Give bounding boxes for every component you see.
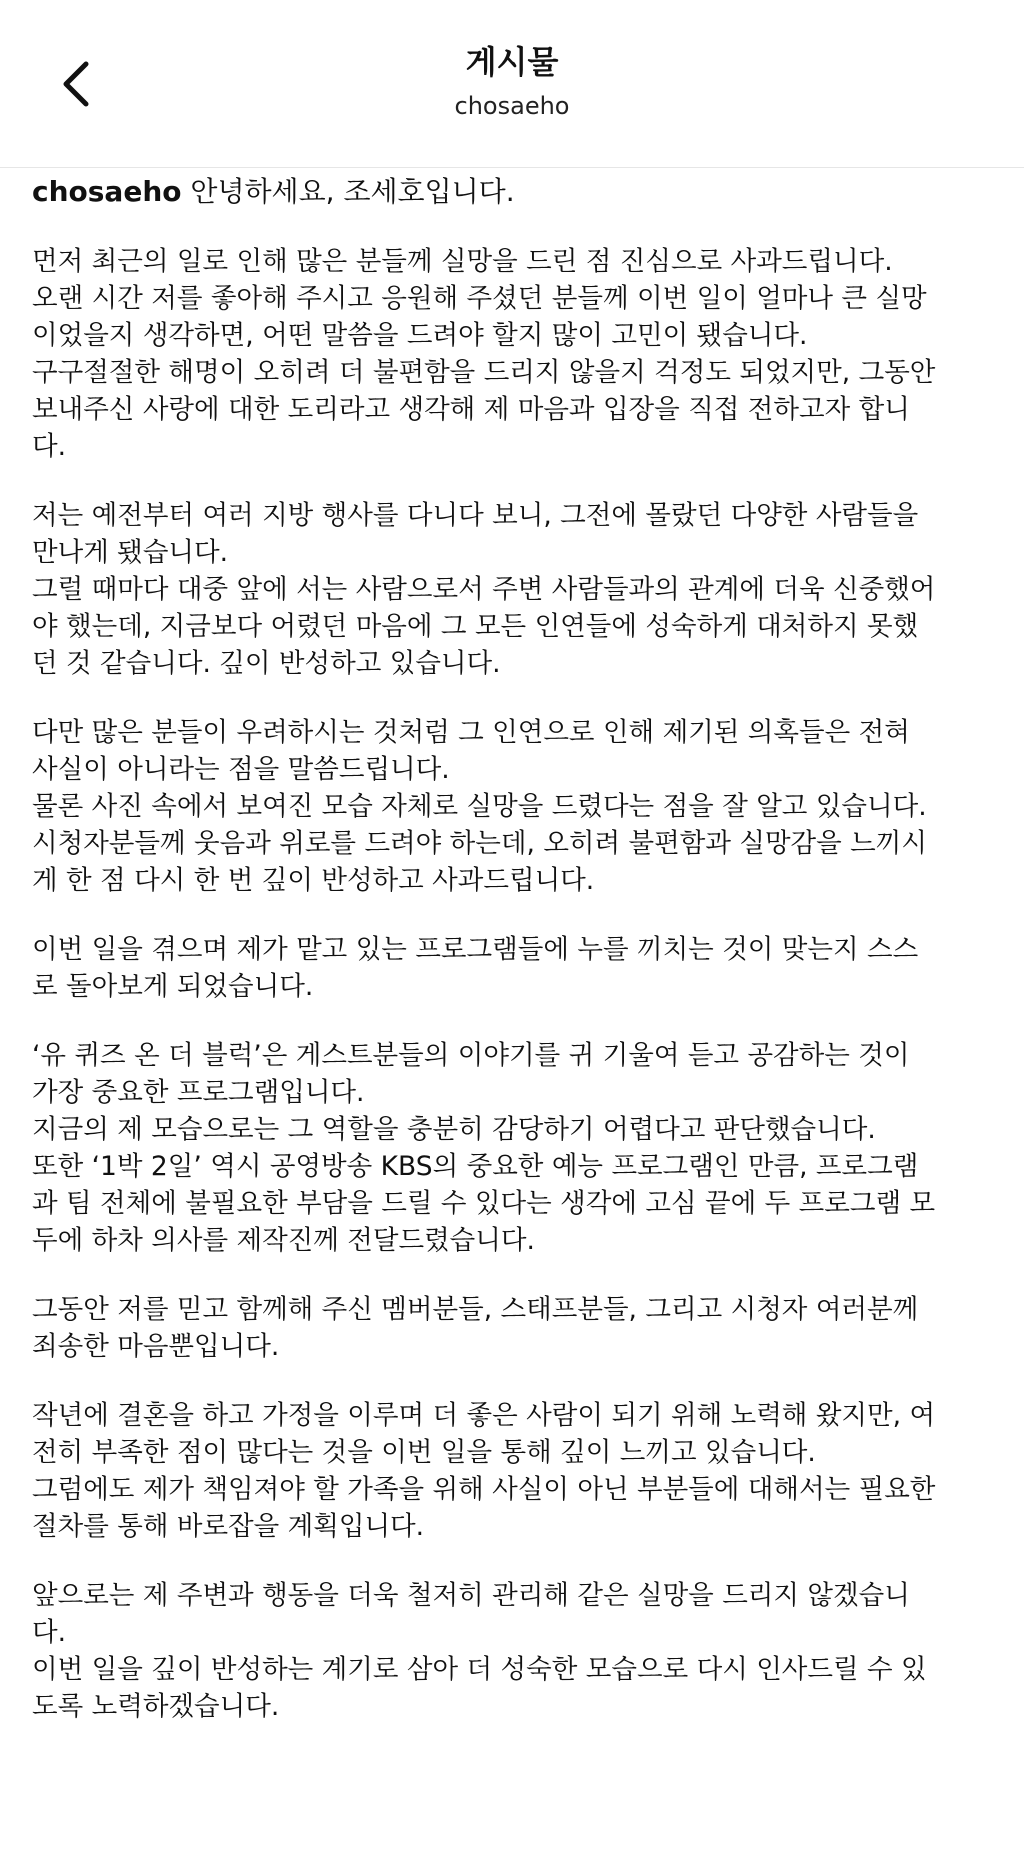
caption-paragraph	[32, 715, 1000, 898]
caption-paragraph	[32, 1398, 1000, 1544]
post-caption	[32, 174, 1000, 1758]
caption-line: 저는 예전부터 여러 지방 행사를 다니다 보니, 그전에 몰랐던 다양한 사람들을	[32, 500, 919, 531]
caption-line: 먼저 최근의 일로 인해 많은 분들께 실망을 드린 점 진심으로 사과드립니다.	[32, 246, 893, 277]
caption-line: 이었을지 생각하면, 어떤 말씀을 드려야 할지 많이 고민이 됐습니다.	[32, 320, 808, 351]
page-title: 게시물	[465, 43, 559, 81]
caption-intro	[32, 174, 1000, 210]
caption-paragraph	[32, 932, 1000, 1004]
caption-paragraph	[32, 1292, 1000, 1364]
page-subtitle-username: chosaeho	[454, 92, 570, 120]
caption-line: ‘유 퀴즈 온 더 블럭’은 게스트분들의 이야기를 귀 기울여 듣고 공감하는 것이	[32, 1040, 910, 1071]
caption-paragraph	[32, 244, 1000, 464]
caption-line: 로 돌아보게 되었습니다.	[32, 971, 314, 1002]
caption-paragraph	[32, 498, 1000, 681]
caption-line: 지금의 제 모습으로는 그 역할을 충분히 감당하기 어렵다고 판단했습니다.	[32, 1114, 876, 1145]
caption-line: 구구절절한 해명이 오히려 더 불편함을 드리지 않을지 걱정도 되었지만, 그동안	[32, 357, 936, 388]
caption-line: 그럴 때마다 대중 앞에 서는 사람으로서 주변 사람들과의 관계에 더욱 신중했어	[32, 574, 936, 605]
caption-line: 시청자분들께 웃음과 위로를 드려야 하는데, 오히려 불편함과 실망감을 느끼시	[32, 828, 927, 859]
caption-paragraph	[32, 1578, 1000, 1724]
caption-line: 야 했는데, 지금보다 어렸던 마음에 그 모든 인연들에 성숙하게 대처하지 못했	[32, 611, 919, 642]
caption-line: 다.	[32, 1617, 67, 1648]
caption-line: 과 팀 전체에 불필요한 부담을 드릴 수 있다는 생각에 고심 끝에 두 프로그램 모	[32, 1188, 936, 1219]
caption-line: 죄송한 마음뿐입니다.	[32, 1331, 280, 1362]
caption-line: 물론 사진 속에서 보여진 모습 자체로 실망을 드렸다는 점을 잘 알고 있습니다.	[32, 791, 927, 822]
caption-line: 도록 노력하겠습니다.	[32, 1691, 280, 1722]
caption-line: 이번 일을 깊이 반성하는 계기로 삼아 더 성숙한 모습으로 다시 인사드릴 수 있	[32, 1654, 927, 1685]
caption-line: 전히 부족한 점이 많다는 것을 이번 일을 통해 깊이 느끼고 있습니다.	[32, 1437, 816, 1468]
caption-line: 가장 중요한 프로그램입니다.	[32, 1077, 365, 1108]
caption-line: 만나게 됐습니다.	[32, 537, 229, 568]
caption-line: 앞으로는 제 주변과 행동을 더욱 철저히 관리해 같은 실망을 드리지 않겠습니	[32, 1580, 910, 1611]
caption-username[interactable]: chosaeho	[32, 175, 182, 208]
caption-line: 작년에 결혼을 하고 가정을 이루며 더 좋은 사람이 되기 위해 노력해 왔지만, 여	[32, 1400, 936, 1431]
caption-line: 두에 하차 의사를 제작진께 전달드렸습니다.	[32, 1225, 535, 1256]
caption-line: 절차를 통해 바로잡을 계획입니다.	[32, 1511, 425, 1542]
caption-line: 이번 일을 겪으며 제가 맡고 있는 프로그램들에 누를 끼치는 것이 맞는지 스스	[32, 934, 919, 965]
caption-line: 또한 ‘1박 2일’ 역시 공영방송 KBS의 중요한 예능 프로그램인 만큼, 프로그램	[32, 1151, 919, 1182]
caption-line: 게 한 점 다시 한 번 깊이 반성하고 사과드립니다.	[32, 865, 595, 896]
caption-line: 오랜 시간 저를 좋아해 주시고 응원해 주셨던 분들께 이번 일이 얼마나 큰 실망	[32, 283, 927, 314]
caption-line: 다.	[32, 431, 67, 462]
caption-line: 다만 많은 분들이 우려하시는 것처럼 그 인연으로 인해 제기된 의혹들은 전혀	[32, 717, 910, 748]
caption-line: 보내주신 사랑에 대한 도리라고 생각해 제 마음과 입장을 직접 전하고자 합니	[32, 394, 910, 425]
top-bar	[0, 0, 1024, 168]
caption-body	[32, 244, 1000, 1724]
caption-line: 그럼에도 제가 책임져야 할 가족을 위해 사실이 아닌 부분들에 대해서는 필요한	[32, 1474, 936, 1505]
caption-paragraph	[32, 1038, 1000, 1258]
caption-greeting: 안녕하세요, 조세호입니다.	[181, 175, 515, 208]
caption-line: 던 것 같습니다. 깊이 반성하고 있습니다.	[32, 648, 501, 679]
caption-line: 그동안 저를 믿고 함께해 주신 멤버분들, 스태프분들, 그리고 시청자 여러분께	[32, 1294, 919, 1325]
caption-line: 사실이 아니라는 점을 말씀드립니다.	[32, 754, 450, 785]
